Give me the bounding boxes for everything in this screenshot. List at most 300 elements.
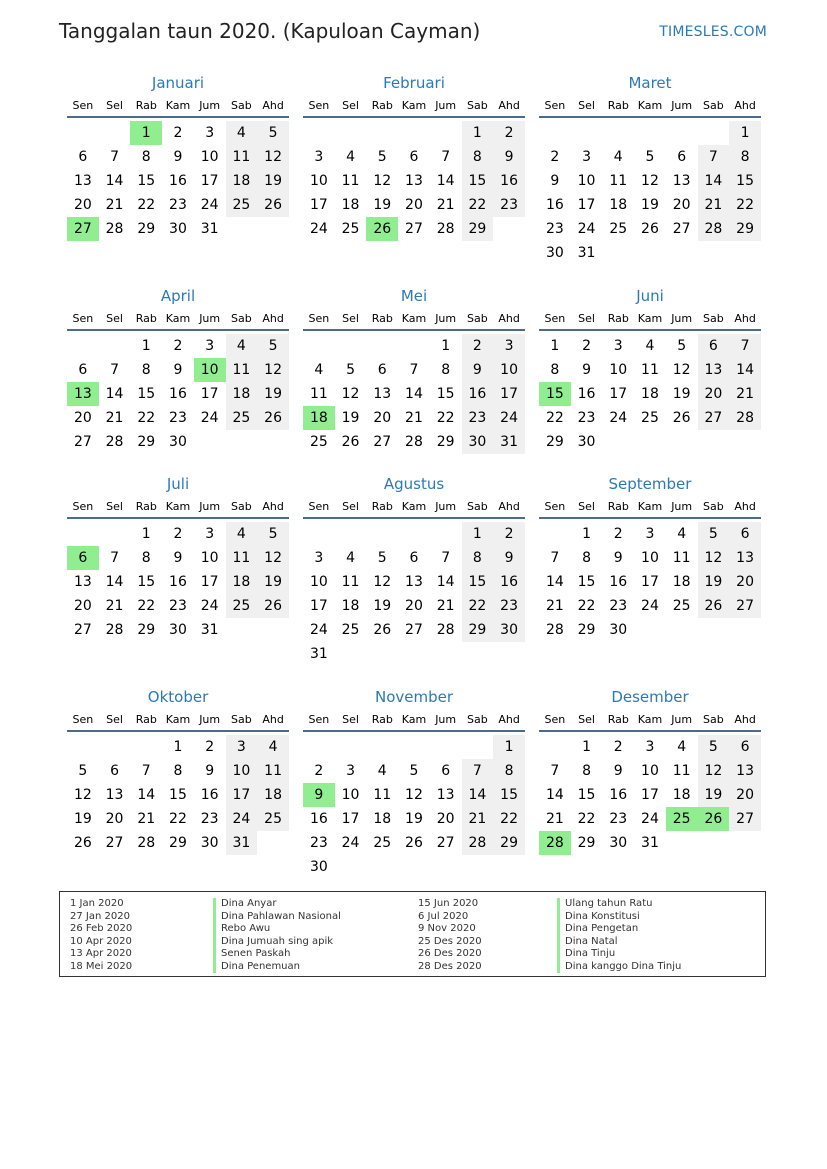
day-cell: 22 (137, 410, 156, 426)
day-cell: 2 (550, 149, 560, 165)
day-cell: 8 (141, 362, 151, 378)
day-cell: 19 (373, 197, 392, 213)
weekday-name: Sab (467, 99, 488, 112)
day-cell: 11 (341, 173, 360, 189)
day-cell: 22 (436, 410, 455, 426)
day-grid (67, 735, 289, 855)
day-cell: 15 (137, 386, 156, 402)
day-cell: 22 (169, 811, 187, 827)
weekend-day-cell: 19 (698, 570, 730, 594)
empty-cell (335, 121, 367, 145)
month-name: Maret (628, 74, 672, 92)
day-cell: 20 (405, 598, 423, 614)
day-cell: 10 (641, 763, 659, 779)
weekend-day-cell: 17 (493, 382, 525, 406)
empty-cell (366, 121, 398, 145)
day-cell: 27 (672, 221, 691, 237)
weekday-name: Rab (371, 312, 393, 325)
empty-cell (99, 334, 131, 358)
day-cell: 30 (309, 859, 328, 875)
day-grid (539, 334, 761, 454)
month-name: Januari (151, 74, 205, 92)
day-cell: 24 (200, 197, 219, 213)
weekday-name: Rab (371, 500, 393, 513)
weekend-day-cell: 14 (698, 169, 730, 193)
day-cell: 28 (545, 622, 564, 638)
weekend-day-cell: 29 (729, 217, 761, 241)
day-cell: 1 (582, 526, 592, 542)
legend-holiday-name: Dina Natal (557, 936, 681, 949)
day-cell: 24 (577, 221, 596, 237)
weekday-name: Sen (72, 312, 94, 325)
month-calendar (67, 284, 289, 454)
empty-cell (539, 735, 571, 759)
weekday-name: Sen (544, 312, 566, 325)
day-cell: 15 (137, 173, 156, 189)
day-cell: 12 (405, 787, 423, 803)
weekday-name: Sab (703, 312, 724, 325)
weekend-day-cell: 5 (698, 522, 730, 546)
empty-cell (303, 121, 335, 145)
day-cell: 26 (341, 434, 360, 450)
weekend-day-cell: 12 (257, 358, 289, 382)
day-cell: 2 (613, 526, 623, 542)
weekday-name: Ahd (262, 99, 284, 112)
day-cell: 16 (609, 787, 628, 803)
month-calendar (303, 685, 525, 879)
day-cell: 10 (341, 787, 360, 803)
month-name: Juli (166, 475, 190, 493)
weekend-day-cell: 26 (698, 594, 730, 618)
weekend-day-cell: 13 (729, 546, 761, 570)
empty-cell (99, 522, 131, 546)
weekend-day-cell: 30 (493, 618, 525, 642)
weekend-day-cell: 6 (729, 735, 761, 759)
day-cell: 21 (105, 598, 124, 614)
month-calendar (539, 284, 761, 454)
day-cell: 28 (137, 835, 156, 851)
day-cell: 20 (405, 197, 423, 213)
day-cell: 2 (613, 739, 623, 755)
weekday-name: Kam (401, 713, 427, 726)
day-cell: 17 (309, 197, 328, 213)
day-cell: 10 (200, 550, 219, 566)
day-cell: 7 (409, 362, 419, 378)
empty-cell (366, 735, 398, 759)
holiday-day-cell: 18 (303, 406, 335, 430)
day-grid (67, 334, 289, 454)
day-cell: 5 (677, 338, 687, 354)
weekday-name: Jum (435, 312, 457, 325)
day-cell: 21 (545, 598, 564, 614)
weekend-day-cell: 21 (462, 807, 494, 831)
day-cell: 5 (346, 362, 356, 378)
weekday-name: Jum (435, 500, 457, 513)
day-cell: 22 (577, 598, 596, 614)
legend-holiday-date: 15 Jun 2020 (418, 898, 479, 909)
day-cell: 26 (373, 622, 392, 638)
weekday-name: Ahd (734, 312, 756, 325)
day-cell: 24 (309, 622, 328, 638)
empty-cell (99, 735, 131, 759)
month-calendar (303, 472, 525, 666)
day-cell: 10 (200, 149, 219, 165)
empty-cell (398, 522, 430, 546)
day-cell: 22 (545, 410, 564, 426)
day-cell: 9 (613, 550, 623, 566)
weekday-name: Kam (165, 500, 191, 513)
day-cell: 6 (110, 763, 120, 779)
day-cell: 16 (169, 173, 187, 189)
day-cell: 24 (641, 811, 659, 827)
weekday-name: Kam (401, 99, 427, 112)
day-cell: 24 (200, 410, 219, 426)
weekend-day-cell: 4 (226, 522, 258, 546)
day-cell: 16 (545, 197, 564, 213)
day-cell: 26 (405, 835, 423, 851)
day-cell: 6 (677, 149, 687, 165)
empty-cell (666, 121, 698, 145)
weekday-name: Rab (135, 500, 157, 513)
weekend-day-cell: 9 (493, 546, 525, 570)
day-cell: 18 (341, 598, 360, 614)
day-cell: 24 (341, 835, 360, 851)
weekday-name: Sab (467, 713, 488, 726)
weekday-header (303, 496, 525, 519)
weekend-day-cell: 7 (462, 759, 494, 783)
weekday-name: Rab (607, 713, 629, 726)
weekday-name: Sen (544, 99, 566, 112)
day-grid (539, 522, 761, 642)
day-cell: 30 (169, 221, 187, 237)
day-cell: 22 (137, 197, 156, 213)
legend-names-left (213, 898, 341, 973)
day-cell: 13 (105, 787, 124, 803)
weekend-day-cell: 16 (493, 169, 525, 193)
empty-cell (398, 334, 430, 358)
day-cell: 30 (169, 622, 187, 638)
day-cell: 20 (73, 197, 92, 213)
day-cell: 11 (672, 550, 691, 566)
day-cell: 17 (341, 811, 360, 827)
weekday-name: Jum (199, 99, 221, 112)
weekend-day-cell: 15 (462, 169, 494, 193)
day-cell: 22 (577, 811, 596, 827)
weekend-day-cell: 30 (462, 430, 494, 454)
day-cell: 4 (645, 338, 655, 354)
weekday-header (539, 308, 761, 331)
weekend-day-cell: 20 (729, 570, 761, 594)
empty-cell (335, 522, 367, 546)
weekend-day-cell: 6 (698, 334, 730, 358)
legend-holiday-name: Dina Anyar (213, 898, 341, 911)
day-cell: 3 (205, 338, 215, 354)
weekend-day-cell: 9 (462, 358, 494, 382)
weekday-name: Sel (578, 713, 595, 726)
day-cell: 29 (137, 622, 156, 638)
weekday-name: Ahd (262, 713, 284, 726)
weekend-day-cell: 20 (698, 382, 730, 406)
day-cell: 26 (73, 835, 92, 851)
weekday-header (67, 95, 289, 118)
day-cell: 18 (672, 787, 691, 803)
legend-holiday-date: 28 Des 2020 (418, 960, 482, 972)
weekend-day-cell: 26 (257, 406, 289, 430)
day-cell: 21 (405, 410, 423, 426)
day-cell: 1 (582, 739, 592, 755)
day-cell: 17 (200, 173, 219, 189)
weekday-name: Sel (342, 99, 359, 112)
weekday-name: Sen (308, 312, 330, 325)
weekend-day-cell: 25 (226, 594, 258, 618)
day-cell: 8 (173, 763, 183, 779)
weekday-name: Jum (671, 500, 693, 513)
empty-cell (602, 121, 634, 145)
legend-holiday-name: Dina Jumuah sing apik (213, 936, 341, 949)
weekday-name: Jum (671, 99, 693, 112)
weekday-name: Sel (106, 99, 123, 112)
day-cell: 4 (677, 526, 687, 542)
weekend-day-cell: 3 (493, 334, 525, 358)
day-cell: 18 (672, 574, 691, 590)
legend-holiday-date: 9 Nov 2020 (418, 923, 476, 934)
day-cell: 16 (200, 787, 219, 803)
day-cell: 9 (173, 149, 183, 165)
empty-cell (634, 121, 666, 145)
weekend-day-cell: 26 (257, 594, 289, 618)
weekday-name: Jum (435, 99, 457, 112)
day-cell: 17 (309, 598, 328, 614)
day-cell: 4 (346, 550, 356, 566)
day-cell: 17 (200, 574, 219, 590)
day-cell: 29 (577, 622, 596, 638)
holiday-day-cell: 1 (130, 121, 162, 145)
day-cell: 18 (641, 386, 659, 402)
weekend-day-cell: 4 (226, 121, 258, 145)
weekday-header (303, 308, 525, 331)
day-cell: 13 (73, 574, 92, 590)
weekend-day-cell: 2 (462, 334, 494, 358)
weekday-header (539, 496, 761, 519)
page-title: Tanggalan taun 2020. (Kapuloan Cayman) (59, 19, 481, 43)
weekend-day-cell: 17 (226, 783, 258, 807)
weekday-name: Rab (135, 713, 157, 726)
weekday-name: Ahd (498, 500, 520, 513)
day-cell: 8 (141, 550, 151, 566)
day-cell: 4 (613, 149, 623, 165)
weekday-name: Jum (199, 713, 221, 726)
day-cell: 28 (105, 622, 124, 638)
weekend-day-cell: 28 (462, 831, 494, 855)
day-cell: 24 (609, 410, 628, 426)
day-cell: 20 (105, 811, 124, 827)
day-cell: 8 (582, 550, 592, 566)
weekday-name: Ahd (262, 500, 284, 513)
weekday-name: Sen (544, 713, 566, 726)
weekend-day-cell: 18 (257, 783, 289, 807)
day-cell: 28 (105, 221, 124, 237)
weekday-name: Rab (371, 99, 393, 112)
day-cell: 31 (577, 245, 596, 261)
weekday-name: Sab (703, 500, 724, 513)
weekend-day-cell: 25 (226, 406, 258, 430)
day-cell: 17 (641, 787, 659, 803)
day-cell: 29 (545, 434, 564, 450)
empty-cell (430, 735, 462, 759)
legend-holiday-date: 6 Jul 2020 (418, 910, 469, 922)
month-name: Agustus (383, 475, 445, 493)
day-cell: 5 (645, 149, 655, 165)
weekend-day-cell: 22 (729, 193, 761, 217)
empty-cell (462, 735, 494, 759)
day-cell: 14 (545, 574, 564, 590)
day-cell: 7 (441, 149, 451, 165)
day-cell: 21 (436, 197, 455, 213)
weekend-day-cell: 23 (462, 406, 494, 430)
weekday-name: Sel (578, 312, 595, 325)
weekend-day-cell: 11 (226, 358, 258, 382)
empty-cell (99, 121, 131, 145)
day-cell: 20 (672, 197, 691, 213)
weekday-name: Sel (106, 500, 123, 513)
day-cell: 9 (550, 173, 560, 189)
day-grid (67, 522, 289, 642)
day-cell: 13 (405, 574, 423, 590)
holiday-day-cell: 9 (303, 783, 335, 807)
brand-link[interactable]: TIMESLES.COM (659, 24, 767, 40)
weekend-day-cell: 27 (729, 594, 761, 618)
legend-holiday-name: Dina Konstitusi (557, 911, 681, 924)
day-cell: 31 (641, 835, 659, 851)
day-cell: 12 (373, 574, 392, 590)
day-cell: 25 (373, 835, 392, 851)
weekday-name: Sen (544, 500, 566, 513)
weekend-day-cell: 15 (729, 169, 761, 193)
month-calendar (67, 685, 289, 855)
weekday-name: Ahd (734, 500, 756, 513)
day-cell: 30 (577, 434, 596, 450)
month-name: Oktober (147, 688, 209, 706)
weekday-name: Kam (165, 99, 191, 112)
weekend-day-cell: 1 (462, 522, 494, 546)
weekday-name: Kam (637, 99, 663, 112)
day-cell: 25 (341, 221, 360, 237)
day-cell: 1 (441, 338, 451, 354)
legend-holiday-name: Dina Tinju (557, 948, 681, 961)
day-cell: 15 (577, 787, 596, 803)
day-cell: 5 (78, 763, 88, 779)
day-cell: 21 (137, 811, 156, 827)
day-cell: 21 (436, 598, 455, 614)
day-cell: 3 (645, 526, 655, 542)
weekend-day-cell: 12 (698, 546, 730, 570)
legend-holiday-name: Ulang tahun Ratu (557, 898, 681, 911)
weekend-day-cell: 13 (698, 358, 730, 382)
weekday-header (303, 709, 525, 732)
day-cell: 3 (314, 149, 324, 165)
weekday-name: Rab (371, 713, 393, 726)
day-cell: 7 (110, 550, 120, 566)
day-cell: 30 (200, 835, 219, 851)
holiday-day-cell: 6 (67, 546, 99, 570)
day-cell: 7 (441, 550, 451, 566)
empty-cell (430, 522, 462, 546)
day-cell: 11 (341, 574, 360, 590)
day-cell: 11 (309, 386, 328, 402)
day-cell: 21 (105, 410, 124, 426)
weekday-name: Sel (342, 312, 359, 325)
day-cell: 17 (577, 197, 596, 213)
weekend-day-cell: 1 (729, 121, 761, 145)
weekend-day-cell: 24 (493, 406, 525, 430)
day-cell: 5 (377, 149, 387, 165)
empty-cell (366, 334, 398, 358)
month-calendar (303, 284, 525, 454)
day-cell: 6 (78, 362, 88, 378)
weekend-day-cell: 7 (698, 145, 730, 169)
day-cell: 22 (137, 598, 156, 614)
day-cell: 2 (173, 338, 183, 354)
legend-holiday-date: 10 Apr 2020 (70, 935, 132, 947)
empty-cell (67, 121, 99, 145)
legend-holiday-name: Dina kanggo Dina Tinju (557, 961, 681, 974)
weekday-name: Ahd (498, 312, 520, 325)
weekday-name: Jum (435, 713, 457, 726)
holiday-day-cell: 25 (666, 807, 698, 831)
month-calendar (67, 472, 289, 642)
legend-holiday-date: 1 Jan 2020 (70, 898, 124, 909)
day-cell: 9 (582, 362, 592, 378)
empty-cell (398, 121, 430, 145)
weekday-name: Kam (165, 312, 191, 325)
weekday-header (67, 308, 289, 331)
day-cell: 30 (545, 245, 564, 261)
empty-cell (303, 522, 335, 546)
day-cell: 14 (436, 574, 455, 590)
weekend-day-cell: 9 (493, 145, 525, 169)
day-cell: 29 (137, 434, 156, 450)
day-cell: 27 (436, 835, 455, 851)
empty-cell (67, 334, 99, 358)
day-cell: 9 (173, 550, 183, 566)
day-cell: 9 (205, 763, 215, 779)
day-cell: 25 (309, 434, 328, 450)
weekend-day-cell: 2 (493, 522, 525, 546)
weekday-name: Ahd (262, 312, 284, 325)
day-cell: 30 (609, 835, 628, 851)
weekday-name: Ahd (498, 713, 520, 726)
weekend-day-cell: 13 (729, 759, 761, 783)
day-cell: 7 (550, 550, 560, 566)
day-cell: 21 (105, 197, 124, 213)
month-name: September (608, 475, 692, 493)
day-cell: 23 (577, 410, 596, 426)
weekend-day-cell: 15 (462, 570, 494, 594)
weekday-name: Rab (607, 500, 629, 513)
weekend-day-cell: 11 (226, 546, 258, 570)
day-cell: 11 (373, 787, 392, 803)
day-cell: 27 (405, 622, 423, 638)
day-cell: 31 (309, 646, 328, 662)
empty-cell (303, 334, 335, 358)
day-cell: 5 (377, 550, 387, 566)
holiday-day-cell: 28 (539, 831, 571, 855)
day-grid (303, 522, 525, 666)
legend-holiday-name: Dina Penemuan (213, 961, 341, 974)
weekend-day-cell: 10 (493, 358, 525, 382)
weekday-name: Jum (199, 312, 221, 325)
weekend-day-cell: 10 (226, 759, 258, 783)
